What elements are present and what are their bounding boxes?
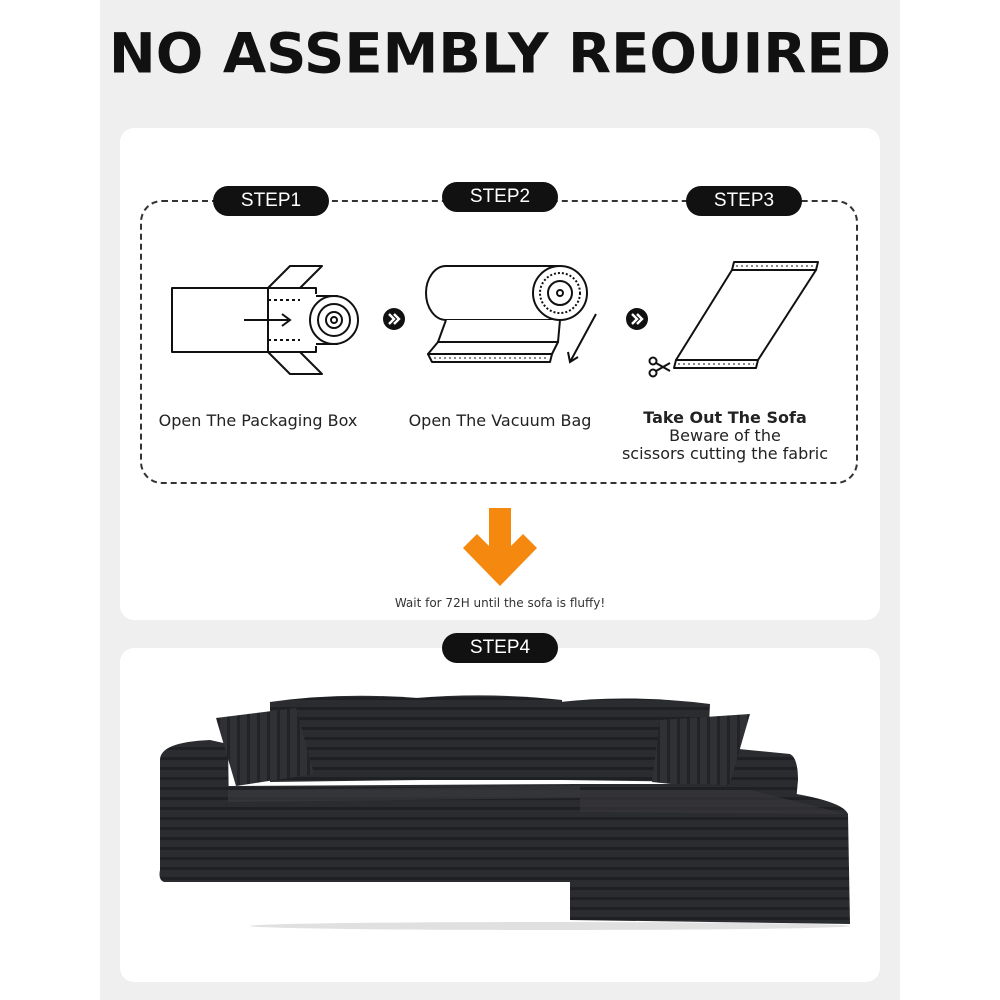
step1-label: Open The Packaging Box xyxy=(158,411,358,430)
vacuum-roll-icon xyxy=(426,262,602,370)
step3-text xyxy=(612,409,838,463)
step3-note-line1: Beware of the xyxy=(669,426,781,445)
step3-note-line2: scissors cutting the fabric xyxy=(621,444,829,463)
next-arrow-icon xyxy=(626,308,648,330)
down-arrow-icon xyxy=(463,508,537,588)
next-arrow-icon xyxy=(383,308,405,330)
step3-label: Take Out The Sofa xyxy=(643,408,807,427)
step1-badge: STEP1 xyxy=(213,186,329,216)
sofa-sheet-icon xyxy=(672,260,822,372)
page-title: NO ASSEMBLY REOUIRED xyxy=(108,22,892,87)
step3-badge: STEP3 xyxy=(686,186,802,216)
scissors-icon xyxy=(648,356,672,378)
step4-badge: STEP4 xyxy=(442,633,558,663)
open-box-icon xyxy=(170,264,360,376)
fluffy-caption: Wait for 72H until the sofa is fluffy! xyxy=(394,596,606,610)
step2-badge: STEP2 xyxy=(442,182,558,212)
step2-label: Open The Vacuum Bag xyxy=(408,411,592,430)
sectional-sofa-image xyxy=(150,690,860,930)
